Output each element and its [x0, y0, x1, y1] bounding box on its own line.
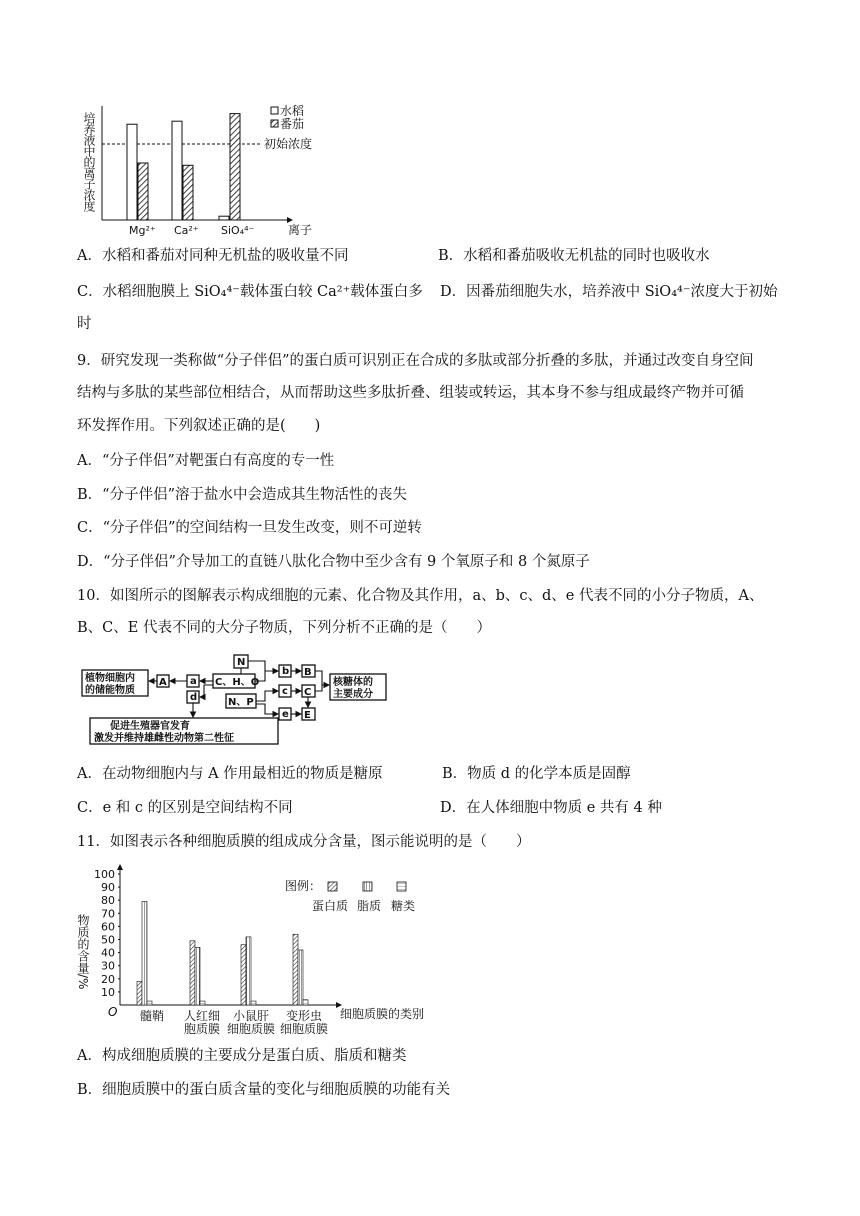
y-tick-label: 30 [101, 959, 115, 973]
box-A-label: A [159, 677, 167, 688]
origin-label: O [108, 1005, 118, 1019]
plant-storage-line-2: 的储能物质 [85, 685, 135, 696]
q11-stem: 11．如图表示各种细胞质膜的组成成分含量，图示能说明的是（ ） [77, 834, 531, 850]
y-tick-label: 100 [94, 868, 115, 881]
cell-compound-diagram [80, 652, 400, 748]
q8-option-d[interactable]: D．因番茄细胞失水，培养液中 SiO₄⁴⁻浓度大于初始 [440, 284, 778, 300]
y-tick-label: 60 [101, 920, 115, 934]
bar-sugar-3 [303, 1000, 308, 1005]
ion-concentration-chart [75, 98, 345, 238]
y-tick-label: 40 [101, 946, 115, 960]
x-tick-label: 小鼠肝 [232, 1009, 270, 1023]
bar-sugar-0 [147, 1001, 152, 1005]
bar-sugar-1 [200, 1001, 205, 1005]
bar-rice-0 [127, 124, 137, 220]
bar-tomato-0 [138, 163, 148, 220]
bar-protein-3 [293, 934, 298, 1005]
y-tick-label: 10 [101, 985, 115, 999]
bar-protein-2 [241, 945, 246, 1005]
x-axis-label: 细胞质膜的类别 [340, 1007, 425, 1021]
legend-protein-label: 蛋白质 [312, 899, 349, 913]
q10-stem-line-1: 10．如图所示的图解表示构成细胞的元素、化合物及其作用，a、b、c、d、e 代表不同的小分子物质，A、 [77, 588, 764, 604]
x-tick-label: 变形虫 [285, 1009, 323, 1023]
q9-stem-line-3: 环发挥作用。下列叙述正确的是( ) [77, 418, 321, 434]
q8-option-d-continued: 时 [77, 316, 92, 332]
box-C-label: C [304, 687, 312, 698]
legend-swatch-lipid [363, 882, 372, 891]
q9-option-a[interactable]: A．“分子伴侣”对靶蛋白有高度的专一性 [77, 453, 335, 469]
q8-option-b[interactable]: B．水稻和番茄吸收无机盐的同时也吸收水 [438, 248, 710, 264]
q8-option-a[interactable]: A．水稻和番茄对同种无机盐的吸收量不同 [77, 248, 349, 264]
x-tick-label: 胞质膜 [183, 1022, 221, 1036]
membrane-composition-chart [74, 862, 454, 1037]
ribosome-line-1: 核糖体的 [333, 677, 373, 688]
box-b-label: b [282, 666, 290, 677]
y-tick-label: 70 [101, 907, 115, 921]
q11-option-a[interactable]: A．构成细胞质膜的主要成分是蛋白质、脂质和糖类 [77, 1048, 407, 1064]
x-axis-label: 离子 [288, 223, 313, 237]
x-tick-label: 细胞质膜 [226, 1022, 276, 1036]
legend-tomato-label: 番茄 [280, 117, 305, 131]
plant-storage-line-1: 植物细胞内 [85, 673, 135, 684]
bar-protein-0 [137, 981, 142, 1005]
bar-rice-2 [219, 216, 229, 220]
x-tick-label: 细胞质膜 [279, 1022, 329, 1036]
box-d-label: d [190, 692, 198, 703]
x-tick-label: 人红细 [183, 1009, 221, 1023]
bar-rice-1 [172, 121, 182, 220]
x-tick-label: 髓鞘 [139, 1009, 165, 1023]
q10-option-c[interactable]: C．e 和 c 的区别是空间结构不同 [77, 800, 293, 816]
bar-sugar-2 [251, 1001, 256, 1005]
bar-lipid-0 [142, 902, 147, 1005]
q9-stem-line-2: 结构与多肽的某些部位相结合，从而帮助这些多肽折叠、组装或转运，其本身不参与组成最终产物并可循 [77, 385, 744, 401]
box-CHO-label: C、H、O [215, 677, 260, 688]
legend-sugar-label: 糖类 [391, 899, 416, 913]
q10-option-a[interactable]: A．在动物细胞内与 A 作用最相近的物质是糖原 [77, 766, 383, 782]
q10-option-d[interactable]: D．在人体细胞中物质 e 共有 4 种 [440, 800, 662, 816]
legend-swatch-protein [328, 882, 337, 891]
y-tick-label: 20 [101, 972, 115, 986]
legend-lipid-label: 脂质 [357, 899, 382, 913]
q9-option-c[interactable]: C．“分子伴侣”的空间结构一旦发生改变，则不可逆转 [77, 520, 422, 536]
legend-rice-label: 水稻 [280, 104, 305, 118]
y-axis-label: 培养液中的离子浓度 [82, 112, 96, 211]
q10-option-b[interactable]: B．物质 d 的化学本质是固醇 [442, 766, 631, 782]
bar-tomato-2 [230, 114, 240, 220]
y-axis-arrow [117, 864, 123, 870]
legend-swatch-sugar [397, 882, 406, 891]
q9-option-b[interactable]: B．“分子伴侣”溶于盐水中会造成其生物活性的丧失 [77, 487, 407, 503]
x-tick-label: Mg²⁺ [129, 224, 156, 237]
y-tick-label: 50 [101, 933, 115, 947]
bar-lipid-3 [298, 950, 303, 1005]
legend-swatch-rice [271, 107, 278, 114]
box-NP-label: N、P [228, 697, 254, 708]
q11-option-b[interactable]: B．细胞质膜中的蛋白质含量的变化与细胞质膜的功能有关 [77, 1082, 451, 1098]
box-E-label: E [304, 710, 311, 721]
q9-stem-line-1: 9．研究发现一类称做“分子伴侣”的蛋白质可识别正在合成的多肽或部分折叠的多肽，并通过改变自身空间 [77, 353, 754, 369]
box-B-label: B [304, 667, 312, 678]
y-tick-label: 90 [101, 881, 115, 895]
q10-stem-line-2: B、C、E 代表不同的大分子物质，下列分析不正确的是（ ） [77, 620, 491, 636]
y-tick-label: 80 [101, 894, 115, 908]
q9-option-d[interactable]: D．“分子伴侣”介导加工的直链八肽化合物中至少含有 9 个氧原子和 8 个氮原子 [77, 554, 590, 570]
q8-option-c[interactable]: C．水稻细胞膜上 SiO₄⁴⁻载体蛋白较 Ca²⁺载体蛋白多 [77, 284, 423, 300]
bar-lipid-1 [195, 947, 200, 1005]
ribosome-line-2: 主要成分 [333, 689, 373, 700]
box-c-label: c [282, 686, 288, 697]
box-e-label: e [282, 709, 289, 720]
legend-swatch-tomato [271, 120, 278, 127]
y-axis-label: 物质的含量/% [76, 914, 90, 990]
x-tick-label: SiO₄⁴⁻ [221, 224, 255, 237]
bar-lipid-2 [246, 937, 251, 1005]
sex-hormone-line-1: 促进生殖器官发育 [110, 721, 190, 732]
box-a-label: a [190, 676, 197, 687]
sex-hormone-line-2: 激发并维持雄雌性动物第二性征 [94, 733, 234, 744]
x-tick-label: Ca²⁺ [174, 224, 199, 237]
legend-title: 图例： [285, 879, 322, 893]
bar-tomato-1 [183, 165, 193, 220]
reference-line-label: 初始浓度 [264, 137, 313, 151]
box-N-label: N [237, 657, 246, 668]
bar-protein-1 [190, 941, 195, 1005]
